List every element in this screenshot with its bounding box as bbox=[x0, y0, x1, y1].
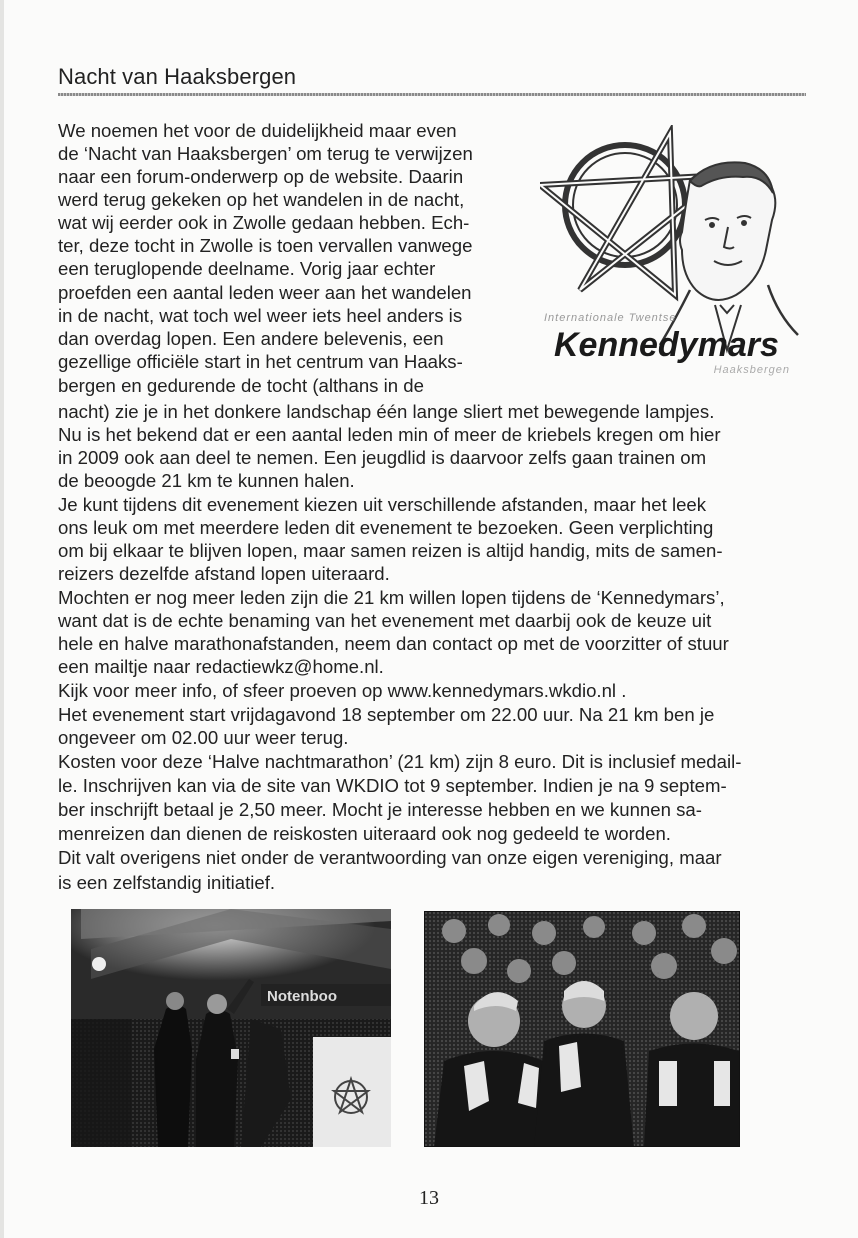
body-line: om bij elkaar te blijven lopen, maar samen reizen is altijd handig, mits de samen- bbox=[58, 540, 723, 561]
body-line: nacht) zie je in het donkere landschap één lange sliert met bewegende lampjes. bbox=[58, 401, 715, 422]
body-line: bergen en gedurende de tocht (althans in de bbox=[58, 375, 424, 396]
body-line: Het evenement start vrijdagavond 18 september om 22.00 uur. Na 21 km ben je bbox=[58, 704, 715, 725]
logo-place: Haaksbergen bbox=[713, 364, 790, 376]
body-line: in de nacht, wat toch wel weer iets heel anders is bbox=[58, 305, 463, 326]
kennedymars-logo bbox=[540, 125, 800, 385]
body-line: wat wij eerder ook in Zwolle gedaan hebben. Ech- bbox=[58, 212, 470, 233]
body-line: Dit valt overigens niet onder de verantwoording van onze eigen vereniging, maar bbox=[58, 847, 722, 868]
logo-top-text: Internationale Twentse bbox=[544, 312, 677, 324]
body-line: ber inschrijft betaal je 2,50 meer. Mocht je interesse hebben en we kunnen sa- bbox=[58, 799, 702, 820]
title-underline bbox=[58, 93, 806, 96]
body-line: de beoogde 21 km te kunnen halen. bbox=[58, 470, 355, 491]
body-line: Kijk voor meer info, of sfeer proeven op www.kennedymars.wkdio.nl . bbox=[58, 680, 627, 701]
photo-banner-text: Notenboo bbox=[267, 988, 337, 1005]
body-line: le. Inschrijven kan via de site van WKDIO tot 9 september. Indien je na 9 septem- bbox=[58, 775, 727, 796]
body-line: Je kunt tijdens dit evenement kiezen uit verschillende afstanden, maar het leek bbox=[58, 494, 707, 515]
body-line: hele en halve marathonafstanden, neem dan contact op met de voorzitter of stuur bbox=[58, 633, 729, 654]
body-line: een teruglopende deelname. Vorig jaar echter bbox=[58, 258, 436, 279]
body-line: de ‘Nacht van Haaksbergen’ om terug te verwijzen bbox=[58, 143, 473, 164]
body-line: gezellige officiële start in het centrum van Haaks- bbox=[58, 351, 463, 372]
body-line: We noemen het voor de duidelijkheid maar even bbox=[58, 120, 457, 141]
photo-start-ceremony bbox=[71, 909, 391, 1147]
article-title: Nacht van Haaksbergen bbox=[58, 64, 297, 89]
body-line: is een zelfstandig initiatief. bbox=[58, 872, 276, 893]
body-line: Kosten voor deze ‘Halve nachtmarathon’ (21 km) zijn 8 euro. Dit is inclusief medail- bbox=[58, 751, 742, 772]
body-line: dan overdag lopen. Een andere belevenis, een bbox=[58, 328, 444, 349]
logo-name: Kennedymars bbox=[554, 326, 779, 364]
body-line: reizers dezelfde afstand lopen uiteraard. bbox=[58, 563, 390, 584]
body-line: want dat is de echte benaming van het evenement met daarbij ook de keuze uit bbox=[58, 610, 712, 631]
body-line: naar een forum-onderwerp op de website. Daarin bbox=[58, 166, 464, 187]
page-edge bbox=[0, 0, 4, 1238]
body-line: menreizen dan dienen de reiskosten uiteraard ook nog gedeeld te worden. bbox=[58, 823, 671, 844]
body-line: een mailtje naar redactiewkz@home.nl. bbox=[58, 656, 384, 677]
body-line: in 2009 ook aan deel te nemen. Een jeugdlid is daarvoor zelfs gaan trainen om bbox=[58, 447, 707, 468]
body-line: proefden een aantal leden weer aan het wandelen bbox=[58, 282, 472, 303]
body-line: ter, deze tocht in Zwolle is toen vervallen vanwege bbox=[58, 235, 473, 256]
page-number: 13 bbox=[419, 1187, 439, 1209]
body-line: ons leuk om met meerdere leden dit evenement te bezoeken. Geen verplichting bbox=[58, 517, 714, 538]
body-line: Mochten er nog meer leden zijn die 21 km willen lopen tijdens de ‘Kennedymars’, bbox=[58, 587, 725, 608]
photo-walkers-crowd bbox=[424, 911, 740, 1147]
body-line: Nu is het bekend dat er een aantal leden min of meer de kriebels kregen om hier bbox=[58, 424, 721, 445]
body-line: werd terug gekeken op het wandelen in de nacht, bbox=[58, 189, 465, 210]
body-line: ongeveer om 02.00 uur weer terug. bbox=[58, 727, 349, 748]
